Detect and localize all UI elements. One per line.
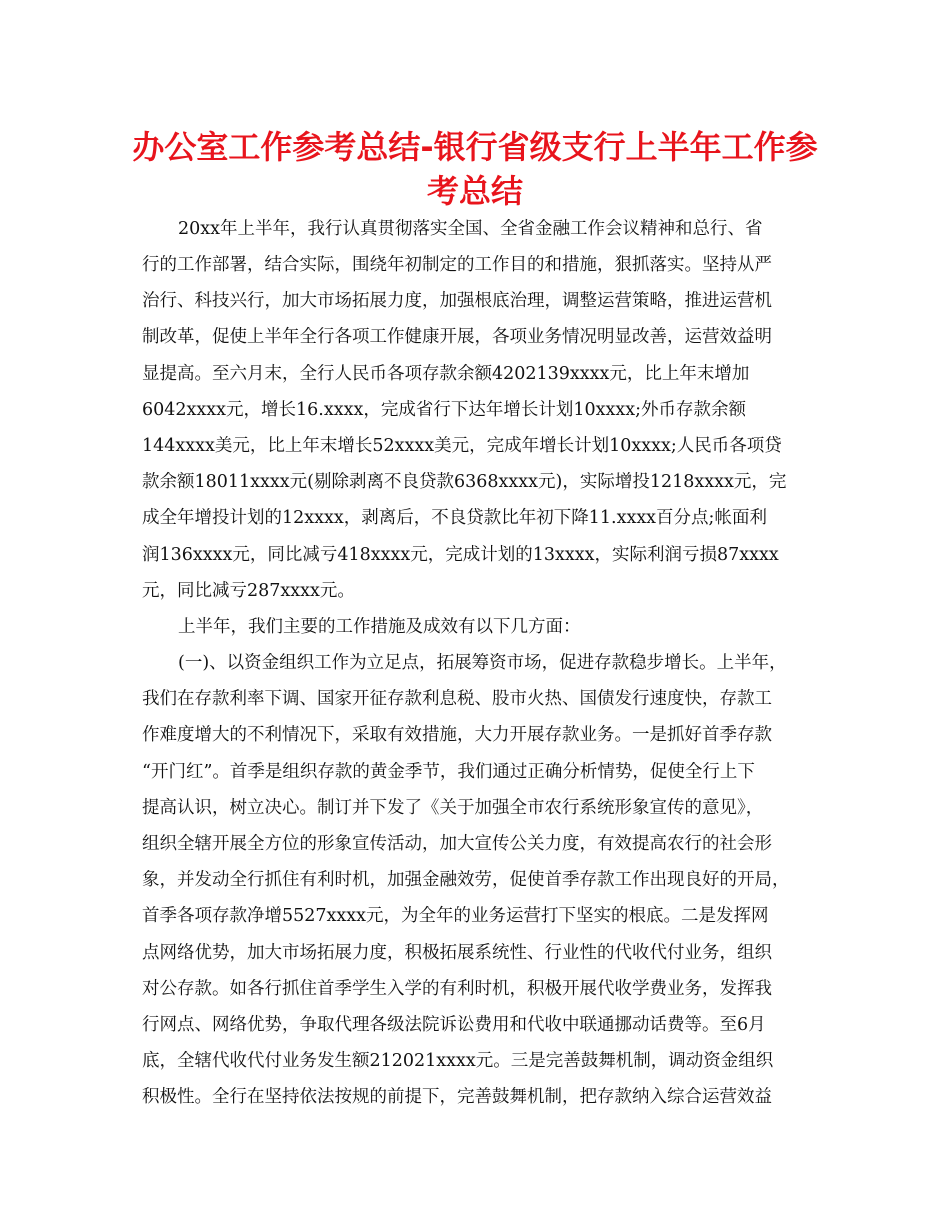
body-text-line: 款余额18011xxxx元(剔除剥离不良贷款6368xxxx元)，实际增投1218xxxx元，完	[142, 472, 787, 492]
body-text-line: 点网络优势，加大市场拓展力度，积极拓展系统性、行业性的代收代付业务，组织	[142, 943, 772, 963]
body-text-line: 元，同比减亏287xxxx元。	[142, 581, 355, 601]
document-title-line-2: 考总结	[426, 172, 523, 210]
body-text-line: 144xxxx美元，比上年末增长52xxxx美元，完成年增长计划10xxxx;人民币各项贷	[142, 436, 782, 456]
body-text-line: 我们在存款利率下调、国家开征存款利息税、股市火热、国债发行速度快，存款工	[142, 689, 772, 709]
document-title-line-1: 办公室工作参考总结-银行省级支行上半年工作参	[132, 128, 818, 166]
body-text-line: 组织全辖开展全方位的形象宣传活动，加大宣传公关力度，有效提高农行的社会形	[142, 834, 772, 854]
body-text-line: 上半年，我们主要的工作措施及成效有以下几方面：	[178, 617, 581, 637]
body-text-line: 对公存款。如各行抓住首季学生入学的有利时机，积极开展代收学费业务，发挥我	[142, 979, 772, 999]
body-text-line: 20xx年上半年，我行认真贯彻落实全国、全省金融工作会议精神和总行、省	[178, 219, 763, 239]
body-text-line: 6042xxxx元，增长16.xxxx，完成省行下达年增长计划10xxxx;外币存款余额	[142, 400, 746, 420]
body-text-line: (一)、以资金组织工作为立足点，拓展筹资市场，促进存款稳步增长。上半年，	[178, 653, 787, 673]
body-text-line: 积极性。全行在坚持依法按规的前提下，完善鼓舞机制，把存款纳入综合运营效益	[142, 1087, 772, 1107]
body-text-line: 首季各项存款净增5527xxxx元，为全年的业务运营打下坚实的根底。二是发挥网	[142, 906, 769, 926]
body-text-line: 成全年增投计划的12xxxx，剥离后，不良贷款比年初下降11.xxxx百分点;帐面利	[142, 508, 767, 528]
body-text-line: 象，并发动全行抓住有利时机，加强金融效劳，促使首季存款工作出现良好的开局，	[142, 870, 790, 890]
body-text-line: “开门红”。首季是组织存款的黄金季节，我们通过正确分析情势，促使全行上下	[142, 762, 755, 782]
body-text-line: 提高认识，树立决心。制订并下发了《关于加强全市农行系统形象宣传的意见》，	[142, 798, 764, 818]
body-text-line: 制改革，促使上半年全行各项工作健康开展，各项业务情况明显改善，运营效益明	[142, 327, 772, 347]
body-text-line: 润136xxxx元，同比减亏418xxxx元，完成计划的13xxxx，实际利润亏损87xxxx	[142, 545, 779, 565]
body-text-line: 治行、科技兴行，加大市场拓展力度，加强根底治理，调整运营策略，推进运营机	[142, 291, 772, 311]
body-text-line: 行网点、网络优势，争取代理各级法院诉讼费用和代收中联通挪动话费等。至6月	[142, 1015, 766, 1035]
body-text-line: 显提高。至六月末，全行人民币各项存款余额4202139xxxx元，比上年末增加	[142, 364, 750, 384]
body-text-line: 行的工作部署，结合实际，围绕年初制定的工作目的和措施，狠抓落实。坚持从严	[142, 255, 772, 275]
body-text-line: 作难度增大的不利情况下，采取有效措施，大力开展存款业务。一是抓好首季存款	[142, 725, 772, 745]
body-text-line: 底，全辖代收代付业务发生额212021xxxx元。三是完善鼓舞机制，调动资金组织	[142, 1051, 774, 1071]
